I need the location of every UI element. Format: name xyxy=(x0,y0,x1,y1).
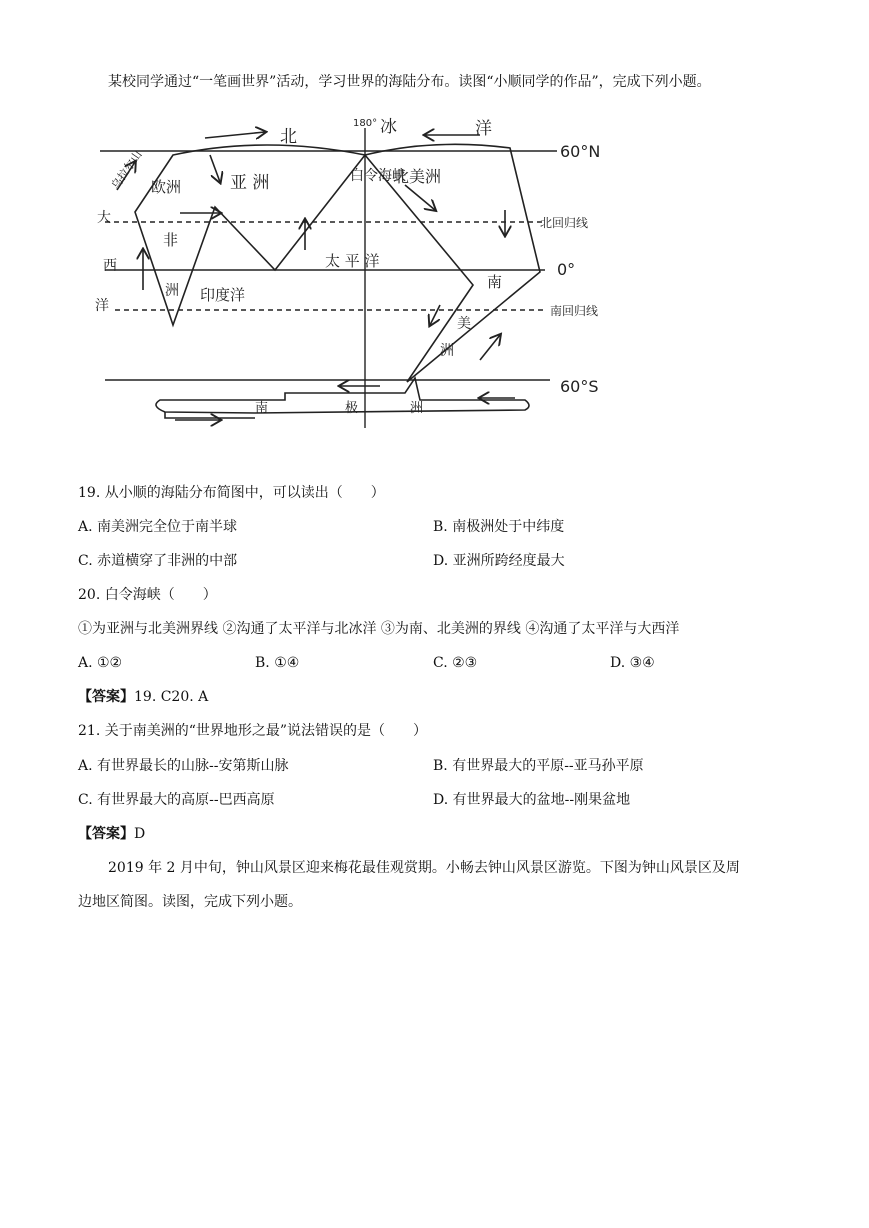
q20-option-a: A. ①② xyxy=(78,655,123,671)
label-60s: 60°S xyxy=(560,377,599,396)
q20-statements: ①为亚洲与北美洲界线 ②沟通了太平洋与北冰洋 ③为南、北美洲的界线 ④沟通了太平洋与大西洋 xyxy=(78,621,680,637)
q21-option-c: C. 有世界最大的高原--巴西高原 xyxy=(78,792,275,808)
answer-21 xyxy=(78,824,145,844)
label-atlantic-1: 大 xyxy=(97,210,111,226)
label-arctic-1: 北 xyxy=(280,127,297,147)
label-sa-2: 美 xyxy=(457,316,471,332)
label-antarctica-3: 洲 xyxy=(410,401,424,416)
label-atlantic-3: 洋 xyxy=(95,298,109,314)
q19-option-b: B. 南极洲处于中纬度 xyxy=(433,519,565,535)
q20-option-c: C. ②③ xyxy=(433,655,478,671)
label-arctic-3: 洋 xyxy=(475,119,492,139)
label-bering: 白令海峡 xyxy=(350,168,406,184)
label-asia: 亚 洲 xyxy=(230,173,270,193)
q21-option-a: A. 有世界最长的山脉--安第斯山脉 xyxy=(78,758,289,774)
label-atlantic-2: 西 xyxy=(103,258,117,274)
antarctica-outline xyxy=(156,378,529,413)
q19-option-a: A. 南美洲完全位于南半球 xyxy=(78,519,238,535)
label-tropic-s: 南回归线 xyxy=(550,304,599,318)
q20-option-d: D. ③④ xyxy=(610,655,655,671)
label-indian: 印度洋 xyxy=(200,286,246,304)
answer-label: 【答案】 xyxy=(78,689,134,705)
label-sa-1: 南 xyxy=(487,273,503,291)
map-svg xyxy=(95,110,625,435)
q19-stem: 19. 从小顺的海陆分布简图中，可以读出（ ） xyxy=(78,485,385,501)
label-sa-3: 洲 xyxy=(440,343,454,359)
label-tropic-n: 北回归线 xyxy=(540,216,589,230)
intro-text: 某校同学通过“一笔画世界”活动，学习世界的海陆分布。读图“小顺同学的作品”，完成下列小题。 xyxy=(108,74,711,90)
label-arctic-2: 冰 xyxy=(380,117,397,137)
world-sketch-map xyxy=(95,110,625,435)
answer-text: 19. C20. A xyxy=(134,689,209,705)
q21-option-b: B. 有世界最大的平原--亚马孙平原 xyxy=(433,758,644,774)
label-north-america: 北美洲 xyxy=(393,167,442,186)
label-europe: 欧洲 xyxy=(151,178,182,196)
q19-option-d: D. 亚洲所跨经度最大 xyxy=(433,553,565,569)
intro2-line2: 边地区简图。读图，完成下列小题。 xyxy=(78,894,302,910)
label-antarctica-1: 南 xyxy=(255,401,269,416)
q20-stem: 20. 白令海峡（ ） xyxy=(78,587,217,603)
label-0: 0° xyxy=(557,260,576,279)
q21-stem: 21. 关于南美洲的“世界地形之最”说法错误的是（ ） xyxy=(78,723,428,739)
label-africa-2: 洲 xyxy=(165,283,179,299)
answer-19-20 xyxy=(78,687,208,707)
label-60n: 60°N xyxy=(560,142,601,161)
q19-option-c: C. 赤道横穿了非洲的中部 xyxy=(78,553,238,569)
label-antarctica-2: 极 xyxy=(345,401,359,416)
label-pacific: 太 平 洋 xyxy=(325,252,380,270)
answer-label: 【答案】 xyxy=(78,826,134,842)
label-ural: 乌拉尔山 xyxy=(108,148,145,192)
label-africa-1: 非 xyxy=(163,231,179,249)
label-180: 180° xyxy=(353,118,378,129)
q20-option-b: B. ①④ xyxy=(255,655,300,671)
answer-text: D xyxy=(134,826,146,842)
intro2-line1: 2019 年 2 月中旬，钟山风景区迎来梅花最佳观赏期。小畅去钟山风景区游览。下图为钟山风景区及周 xyxy=(108,860,740,876)
q21-option-d: D. 有世界最大的盆地--刚果盆地 xyxy=(433,792,631,808)
